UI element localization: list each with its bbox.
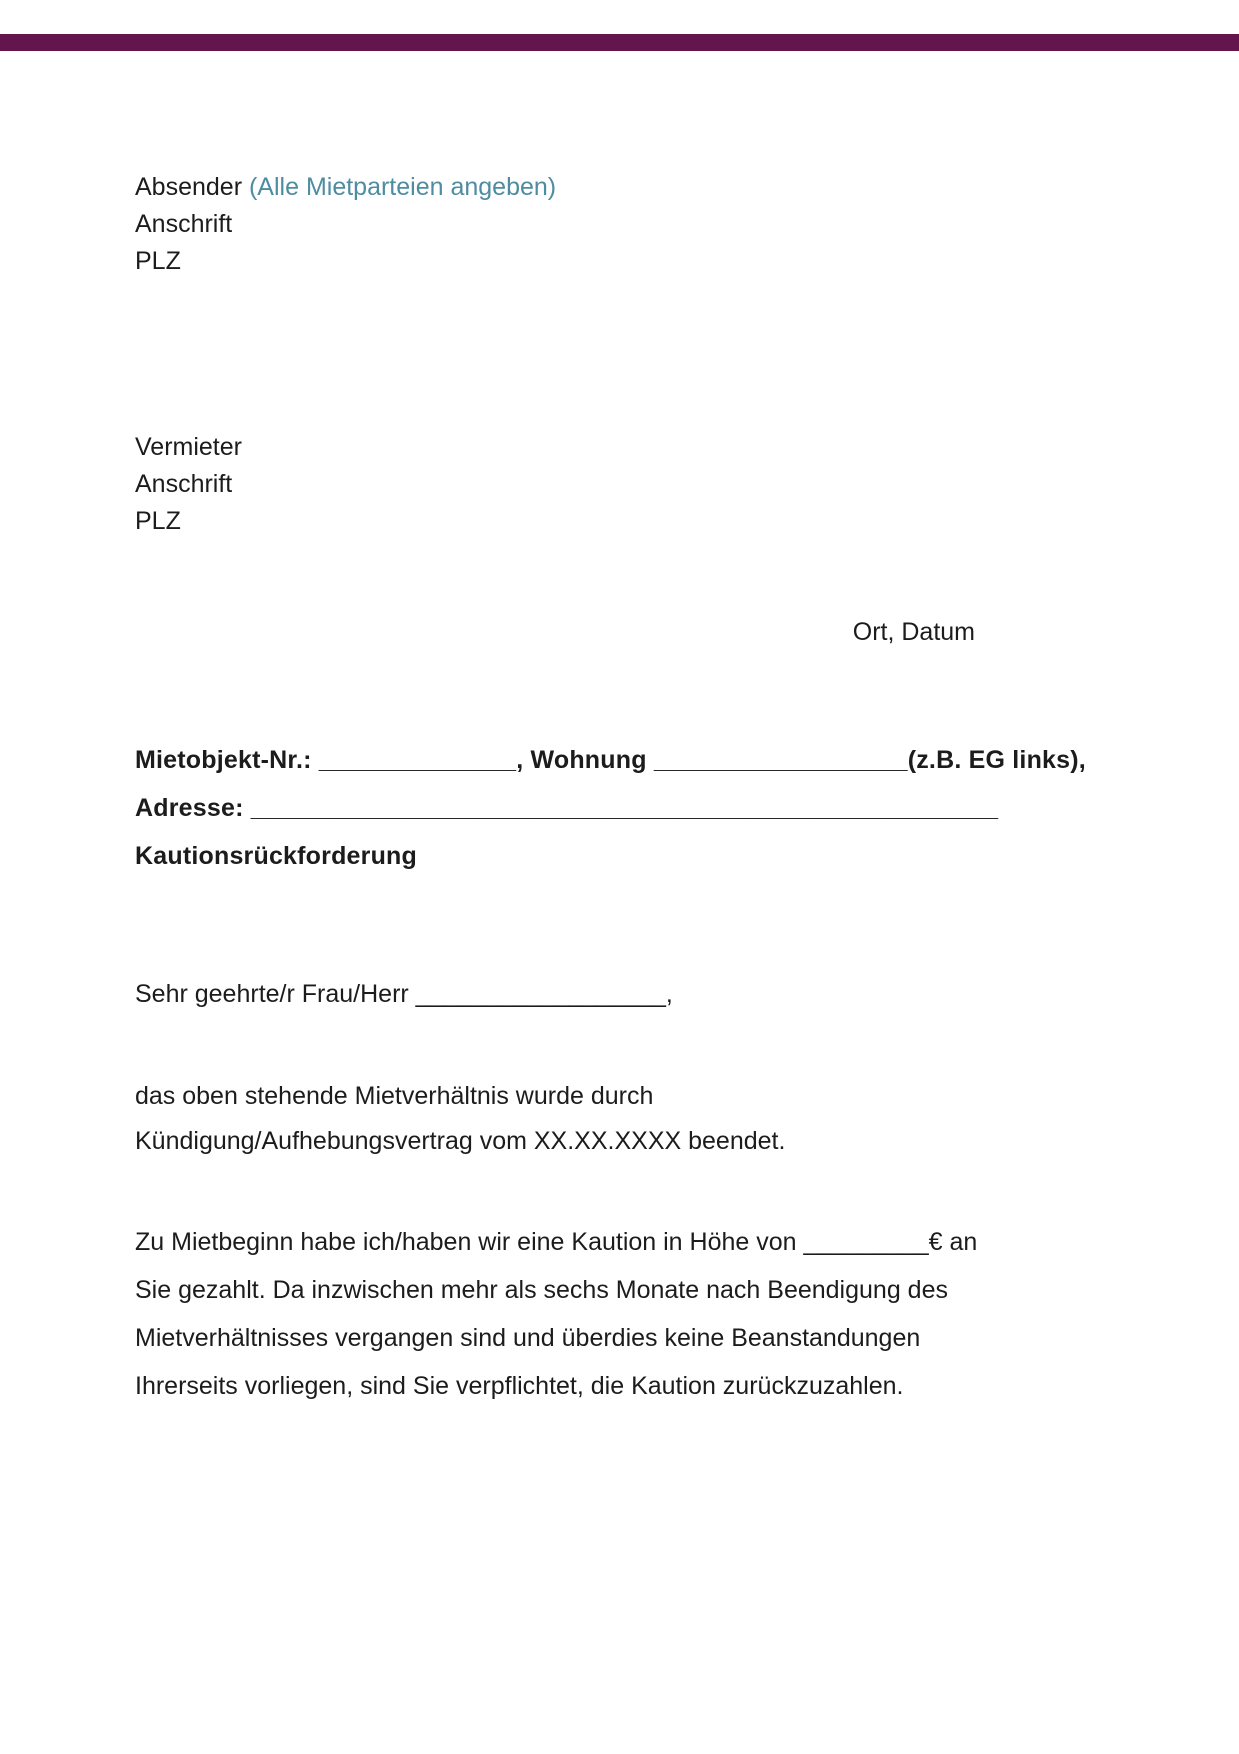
landlord-label-line: Vermieter xyxy=(135,433,242,461)
sender-label-line xyxy=(135,169,975,206)
landlord-postal-line: PLZ xyxy=(135,507,181,535)
salutation-block xyxy=(135,976,975,1013)
sender-address-line: Anschrift xyxy=(135,210,233,238)
salutation-line: Sehr geehrte/r Frau/Herr __________________, xyxy=(135,980,673,1008)
body-line: Zu Mietbeginn habe ich/haben wir eine Kaution in Höhe von _________€ an xyxy=(135,1228,978,1256)
rental-address-line: Adresse: _____________________________________________________ xyxy=(135,794,999,822)
body-line: Mietverhältnisses vergangen sind und überdies keine Beanstandungen xyxy=(135,1324,921,1352)
letter-subject-title: Kautionsrückforderung xyxy=(135,842,417,870)
sender-postal-line: PLZ xyxy=(135,247,181,275)
place-date-block xyxy=(135,614,975,651)
body-line: Sie gezahlt. Da inzwischen mehr als sechs Monate nach Beendigung des xyxy=(135,1276,948,1304)
letter-page xyxy=(135,0,1086,1754)
place-date-line: Ort, Datum xyxy=(852,618,975,646)
body-paragraph-1 xyxy=(135,1074,975,1164)
body-line: das oben stehende Mietverhältnis wurde durch xyxy=(135,1082,654,1110)
rental-object-line: Mietobjekt-Nr.: ______________, Wohnung __________________(z.B. EG links), xyxy=(135,746,1086,774)
landlord-block xyxy=(135,429,975,540)
body-paragraph-2 xyxy=(135,1218,978,1410)
sender-block xyxy=(135,169,975,280)
sender-hint: (Alle Mietparteien angeben) xyxy=(248,173,557,201)
body-line: Kündigung/Aufhebungsvertrag vom XX.XX.XXXX beendet. xyxy=(135,1127,786,1155)
sender-label: Absender xyxy=(135,173,243,201)
subject-block xyxy=(135,736,1086,880)
landlord-address-line: Anschrift xyxy=(135,470,233,498)
body-line: Ihrerseits vorliegen, sind Sie verpflichtet, die Kaution zurückzuzahlen. xyxy=(135,1372,904,1400)
